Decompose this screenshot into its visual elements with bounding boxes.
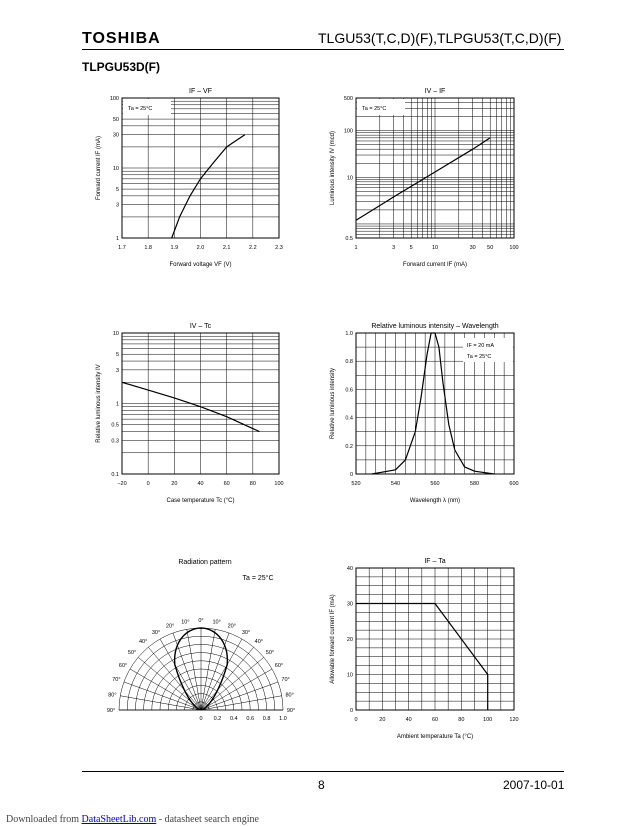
x-tick-label: 0 <box>354 717 358 723</box>
annotation-text: Ta = 25°C <box>128 106 153 112</box>
y-tick-label: 1 <box>115 236 119 242</box>
x-tick-label: 5 <box>409 245 413 251</box>
y-tick-label: 0.1 <box>111 472 119 478</box>
x-tick-label: −20 <box>117 481 127 487</box>
chart-title: IV – IF <box>424 88 446 95</box>
y-tick-label: 5 <box>115 187 119 194</box>
x-tick-label: 1.8 <box>144 245 152 251</box>
y-tick-label: 10 <box>346 672 353 679</box>
annotation-text: Ta = 25°C <box>242 575 274 582</box>
x-tick-label: 2.3 <box>275 245 283 251</box>
chart-title: IF – VF <box>189 88 212 95</box>
chart-title: Relative luminous intensity – Wavelength <box>371 323 499 330</box>
angle-label: 30° <box>241 630 251 637</box>
x-tick-label: 600 <box>509 481 519 487</box>
y-tick-label: 0.5 <box>345 236 353 242</box>
series-line <box>172 135 245 238</box>
angle-label: 10° <box>181 619 190 626</box>
angle-label: 20° <box>166 623 175 630</box>
annotation-text: Ta = 25°C <box>467 354 492 360</box>
toshiba-logo: TOSHIBA <box>82 30 161 47</box>
y-tick-label: 0.3 <box>111 438 119 445</box>
chart-iv-tc <box>96 323 284 504</box>
x-tick-label: 120 <box>509 717 519 723</box>
x-tick-label: 1.7 <box>118 245 126 251</box>
y-tick-label: 0.4 <box>345 415 353 422</box>
y-tick-label: 100 <box>343 128 353 135</box>
x-tick-label: 10 <box>431 245 439 251</box>
annotation-text: IF = 20 mA <box>467 343 495 349</box>
y-tick-label: 0.6 <box>345 387 353 394</box>
y-tick-label: 1.0 <box>345 331 353 337</box>
radial-tick-label: 0.2 <box>213 716 222 722</box>
x-tick-label: 580 <box>469 481 480 487</box>
x-axis-label: Forward current IF (mA) <box>402 262 468 268</box>
x-tick-label: 50 <box>487 245 494 251</box>
y-tick-label: 0.8 <box>345 359 353 366</box>
angle-label: 50° <box>265 650 275 657</box>
x-tick-label: 80 <box>458 717 465 723</box>
x-tick-label: 60 <box>431 717 439 723</box>
y-tick-label: 10 <box>112 331 119 337</box>
chart-if-vf <box>96 88 283 268</box>
footer-rule <box>82 771 564 772</box>
y-tick-label: 0.2 <box>345 443 353 450</box>
x-tick-label: 100 <box>509 245 519 251</box>
x-tick-label: 30 <box>469 245 476 251</box>
chart-title: Radiation pattern <box>178 559 232 566</box>
angle-label: 80° <box>285 692 294 699</box>
publish-date: 2007-10-01 <box>503 778 565 792</box>
page-number: 8 <box>318 778 325 792</box>
x-tick-label: 560 <box>430 481 440 487</box>
angle-label: 60° <box>118 663 128 669</box>
y-tick-label: 3 <box>115 367 119 374</box>
y-tick-label: 500 <box>343 96 353 102</box>
x-tick-label: 100 <box>483 717 493 723</box>
x-tick-label: 2.2 <box>249 245 257 251</box>
y-tick-label: 5 <box>115 352 119 359</box>
y-axis-label: Relative luminous intensity IV <box>96 364 102 443</box>
chart-title: IF – Ta <box>424 558 446 565</box>
series-line <box>356 138 490 221</box>
y-axis-label: Forward current IF (mA) <box>96 135 102 201</box>
y-tick-label: 0 <box>349 708 353 714</box>
y-tick-label: 100 <box>109 96 119 102</box>
x-tick-label: 2.1 <box>222 245 231 251</box>
x-tick-label: 1 <box>354 245 358 251</box>
y-tick-label: 3 <box>115 202 119 209</box>
download-footer <box>6 814 259 825</box>
x-axis-label: Case temperature Tc (°C) <box>166 498 235 504</box>
angle-label: 30° <box>151 630 161 637</box>
x-axis-label: Forward voltage VF (V) <box>169 262 232 268</box>
radial-tick-label: 0.6 <box>246 716 255 722</box>
x-tick-label: 40 <box>405 717 412 723</box>
y-tick-label: 10 <box>346 175 353 182</box>
y-axis-label: Luminous intensity IV (mcd) <box>330 130 336 206</box>
document-title: TLGU53(T,C,D)(F),TLPGU53(T,C,D)(F) <box>318 30 562 46</box>
x-axis-label: Wavelength λ (nm) <box>409 498 461 504</box>
y-tick-label: 0.5 <box>111 422 119 429</box>
angle-label: 10° <box>212 619 221 626</box>
download-suffix: - datasheet search engine <box>156 814 259 825</box>
angle-label: 70° <box>112 677 121 684</box>
download-prefix: Downloaded from <box>6 814 82 825</box>
angle-label: 0° <box>198 618 204 624</box>
x-tick-label: 20 <box>379 717 386 723</box>
download-link[interactable]: DataSheetLib.com <box>81 814 157 825</box>
radial-tick-label: 0 <box>199 716 203 722</box>
y-axis-label: Relative luminous intensity <box>330 367 336 440</box>
x-tick-label: 40 <box>197 481 204 487</box>
y-tick-label: 30 <box>346 601 353 608</box>
x-tick-label: 1.9 <box>170 245 179 251</box>
x-tick-label: 80 <box>249 481 256 487</box>
y-tick-label: 40 <box>346 566 353 572</box>
angle-label: 40° <box>254 639 264 646</box>
chart-spectrum <box>330 323 519 504</box>
x-axis-label: Ambient temperature Ta (°C) <box>396 734 474 740</box>
x-tick-label: 2.0 <box>196 245 205 251</box>
y-tick-label: 10 <box>112 166 119 172</box>
chart-if-ta <box>330 558 519 740</box>
x-tick-label: 100 <box>274 481 284 487</box>
y-tick-label: 0 <box>349 472 353 478</box>
angle-label: 60° <box>274 663 284 669</box>
y-tick-label: 20 <box>346 637 353 643</box>
angle-label: 20° <box>227 623 236 630</box>
x-tick-label: 0 <box>146 481 150 487</box>
radial-tick-label: 0.4 <box>229 716 238 722</box>
radial-tick-label: 1.0 <box>279 716 287 722</box>
angle-label: 90° <box>286 708 296 714</box>
annotation-text: Ta = 25°C <box>362 106 387 112</box>
part-number: TLPGU53D(F) <box>82 60 160 74</box>
angle-label: 80° <box>108 692 117 699</box>
radial-tick-label: 0.8 <box>262 716 271 722</box>
x-tick-label: 3 <box>392 245 396 251</box>
y-tick-label: 50 <box>112 117 119 124</box>
x-tick-label: 60 <box>223 481 230 487</box>
angle-label: 50° <box>127 650 137 657</box>
y-axis-label: Allowable forward current IF (mA) <box>330 594 336 684</box>
x-tick-label: 540 <box>390 481 401 487</box>
y-tick-label: 30 <box>112 132 119 139</box>
chart-iv-if <box>330 88 519 268</box>
x-tick-label: 520 <box>351 481 361 487</box>
y-tick-label: 1 <box>115 401 119 408</box>
angle-label: 40° <box>138 639 148 646</box>
x-tick-label: 20 <box>171 481 178 487</box>
chart-radiation-pattern <box>107 559 295 722</box>
angle-label: 90° <box>106 708 116 714</box>
angle-label: 70° <box>281 677 290 684</box>
chart-title: IV – Tc <box>189 323 212 330</box>
